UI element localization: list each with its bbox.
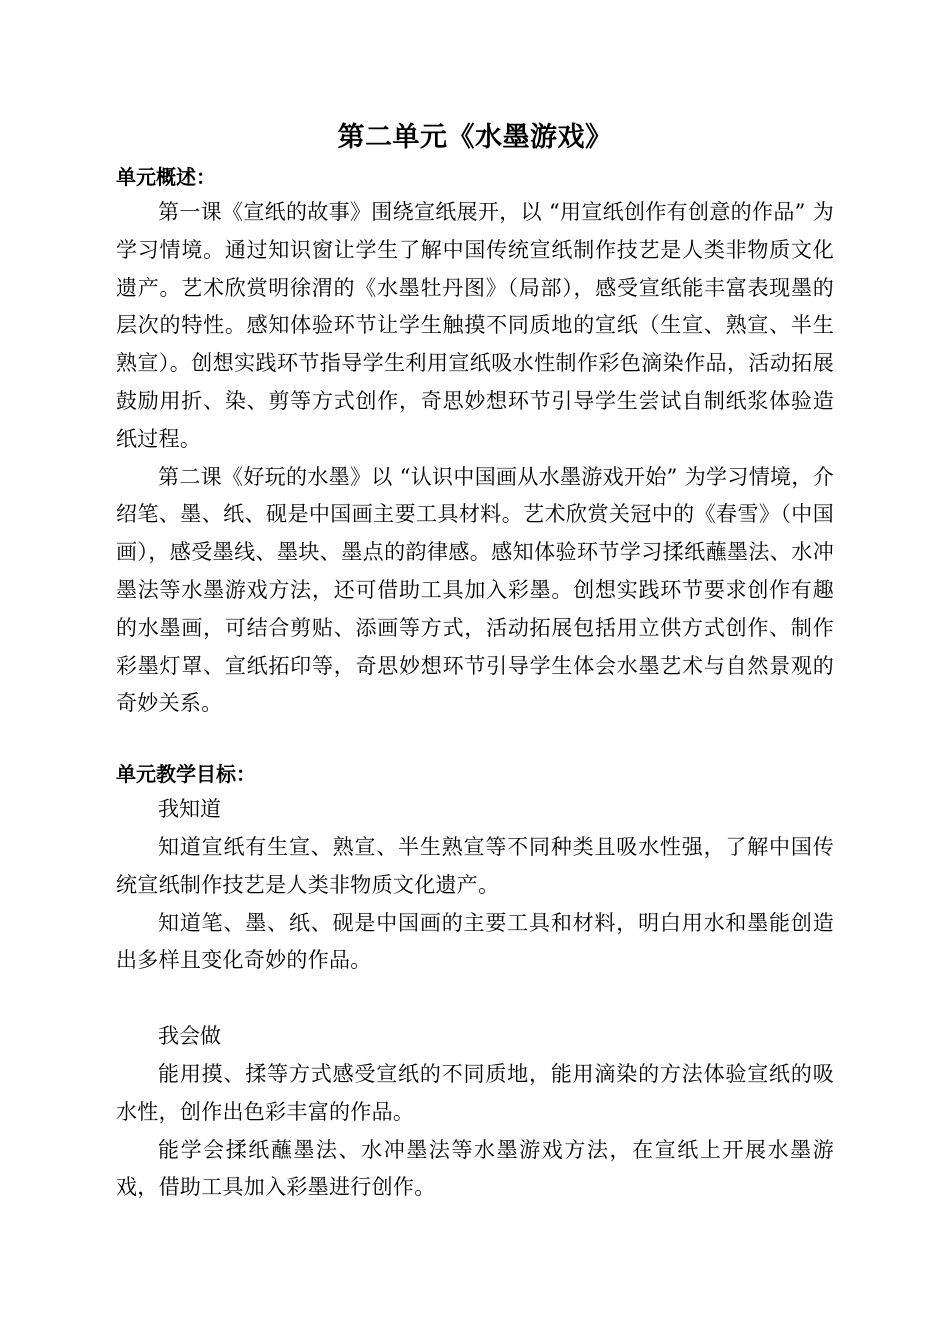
do-subheading: 我会做 [158, 1024, 221, 1049]
subsection-spacer [116, 980, 834, 1018]
overview-paragraph-1: 第一课《宣纸的故事》围绕宣纸展开，以 “用宣纸创作有创意的作品” 为学习情境。通过知识窗让学生了解中国传统宣纸制作技艺是人类非物质文化遗产。艺术欣赏明徐渭的《水墨牡丹图》（局部），感受宣纸能丰富表现墨的层次的特性。感知体验环节让学生触摸不同质地的宣纸（生宣、熟宣、半生熟宣）。创想实践环节指导学生利用宣纸吸水性制作彩色滴染作品，活动拓展鼓励用折、染、剪等方式创作，奇思妙想环节引导学生尝试自制纸浆体验造纸过程。 [116, 200, 834, 451]
know-paragraph-1: 知道宣纸有生宣、熟宣、半生熟宣等不同种类且吸水性强，了解中国传统宣纸制作技艺是人类非物质文化遗产。 [116, 834, 834, 897]
know-subheading: 我知道 [158, 797, 221, 822]
overview-paragraph-2: 第二课《好玩的水墨》以 “认识中国画从水墨游戏开始” 为学习情境，介绍笔、墨、纸、砚是中国画主要工具材料。艺术欣赏关冠中的《春雪》（中国画），感受墨线、墨块、墨点的韵律感。感知体验环节学习揉纸蘸墨法、水冲墨法等水墨游戏方法，还可借助工具加入彩墨。创想实践环节要求创作有趣的水墨画，可结合剪贴、添画等方式，活动拓展包括用立供方式创作、制作彩墨灯罩、宣纸拓印等，奇思妙想环节引导学生体会水墨艺术与自然景观的奇妙关系。 [116, 464, 834, 716]
know-paragraph-2: 知道笔、墨、纸、砚是中国画的主要工具和材料，明白用水和墨能创造出多样且变化奇妙的作品。 [116, 910, 834, 973]
objectives-heading: 单元教学目标： [116, 762, 256, 787]
section-spacer [116, 723, 834, 757]
do-paragraph-2: 能学会揉纸蘸墨法、水冲墨法等水墨游戏方法，在宣纸上开展水墨游戏，借助工具加入彩墨进行创作。 [116, 1137, 834, 1200]
document-title: 第二单元《水墨游戏》 [337, 122, 613, 153]
document-page [116, 118, 834, 1207]
overview-heading: 单元概述： [116, 165, 216, 189]
do-paragraph-1: 能用摸、揉等方式感受宣纸的不同质地，能用滴染的方法体验宣纸的吸水性，创作出色彩丰富的作品。 [116, 1061, 834, 1124]
